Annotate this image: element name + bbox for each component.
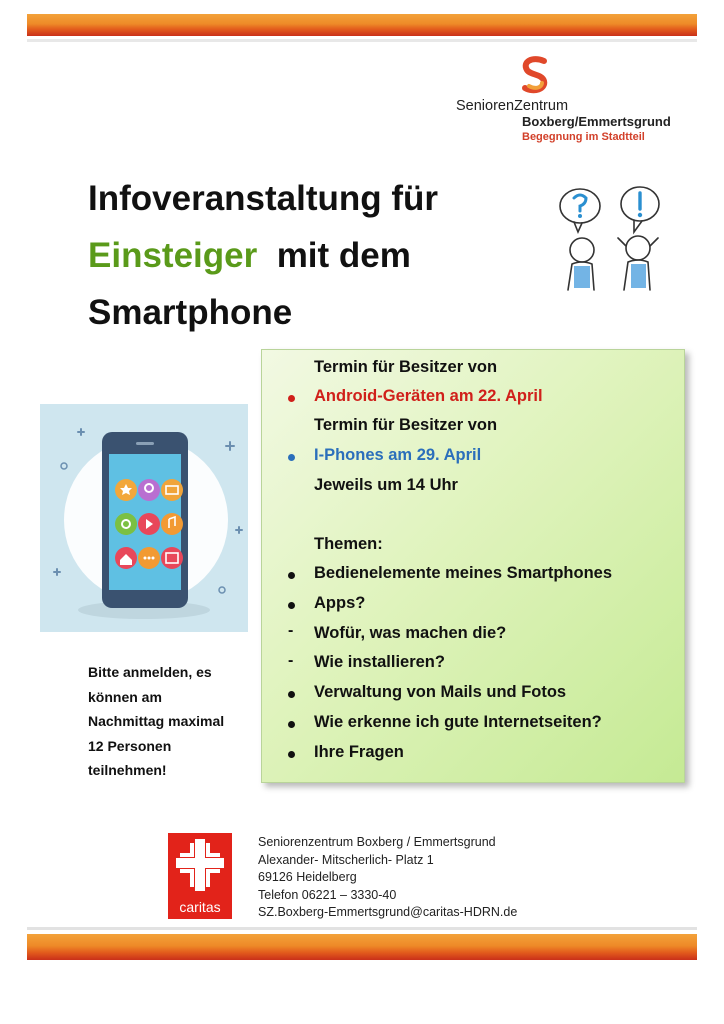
address-line: 69126 Heidelberg [258,870,357,885]
caritas-wordmark: caritas [179,899,221,915]
title-line-1: Infoveranstaltung für [88,179,439,218]
topic-bullet [288,691,295,698]
phone-line: Telefon 06221 – 3330-40 [258,887,397,902]
topic-subitem: Wofür, was machen die? [314,624,507,642]
smartphone-apps-illustration [40,404,248,632]
android-bullet [288,395,295,402]
iphone-date: I-Phones am 29. April [314,446,482,464]
seniorenzentrum-s-logo-icon [518,56,552,94]
title-line-2 [88,227,438,284]
topics-heading: Themen: [314,535,383,553]
logo-name: SeniorenZentrum [456,98,569,114]
topic-bullet [288,602,295,609]
contact-address [258,834,517,922]
topic-item: Bedienelemente meines Smartphones [314,564,613,582]
topic-dash: - [288,652,294,669]
registration-line: 12 Personen [88,737,172,754]
page-title [88,170,438,341]
logo-tagline: Begegnung im Stadtteil [522,131,645,143]
title-line-2-rest: mit dem [276,236,411,275]
title-highlight: Einsteiger [88,236,258,275]
caritas-cross-icon [168,833,232,897]
topic-subitem: Wie installieren? [314,653,445,671]
topic-dash: - [288,622,294,639]
topic-bullet [288,572,295,579]
topic-item: Ihre Fragen [314,743,404,761]
termin-label-iphone: Termin für Besitzer von [314,416,498,434]
email-line: SZ.Boxberg-Emmertsgrund@caritas-HDRN.de [258,905,518,920]
caritas-logo [168,833,232,919]
registration-line: können am [88,688,162,705]
topic-item: Wie erkenne ich gute Internetseiten? [314,713,602,731]
topic-bullet [288,751,295,758]
android-date: Android-Geräten am 22. April [314,387,543,405]
registration-line: teilnehmen! [88,762,167,778]
registration-line: Nachmittag maximal [88,713,225,729]
registration-line: Bitte anmelden, es [88,664,212,680]
topic-bullet [288,721,295,728]
topic-item: Verwaltung von Mails und Fotos [314,683,567,701]
registration-note [88,660,258,783]
termin-label-android: Termin für Besitzer von [314,358,498,376]
address-line: Alexander- Mitscherlich- Platz 1 [258,852,434,867]
event-info-box [261,349,685,783]
logo-place: Boxberg/Emmertsgrund [522,114,671,129]
address-line: Seniorenzentrum Boxberg / Emmertsgrund [258,835,496,849]
iphone-bullet [288,454,295,461]
bottom-orange-band [27,934,697,960]
topic-item: Apps? [314,594,366,612]
top-orange-band [27,14,697,36]
event-time: Jeweils um 14 Uhr [314,476,458,494]
question-people-illustration [552,184,672,294]
title-line-3: Smartphone [88,293,293,332]
